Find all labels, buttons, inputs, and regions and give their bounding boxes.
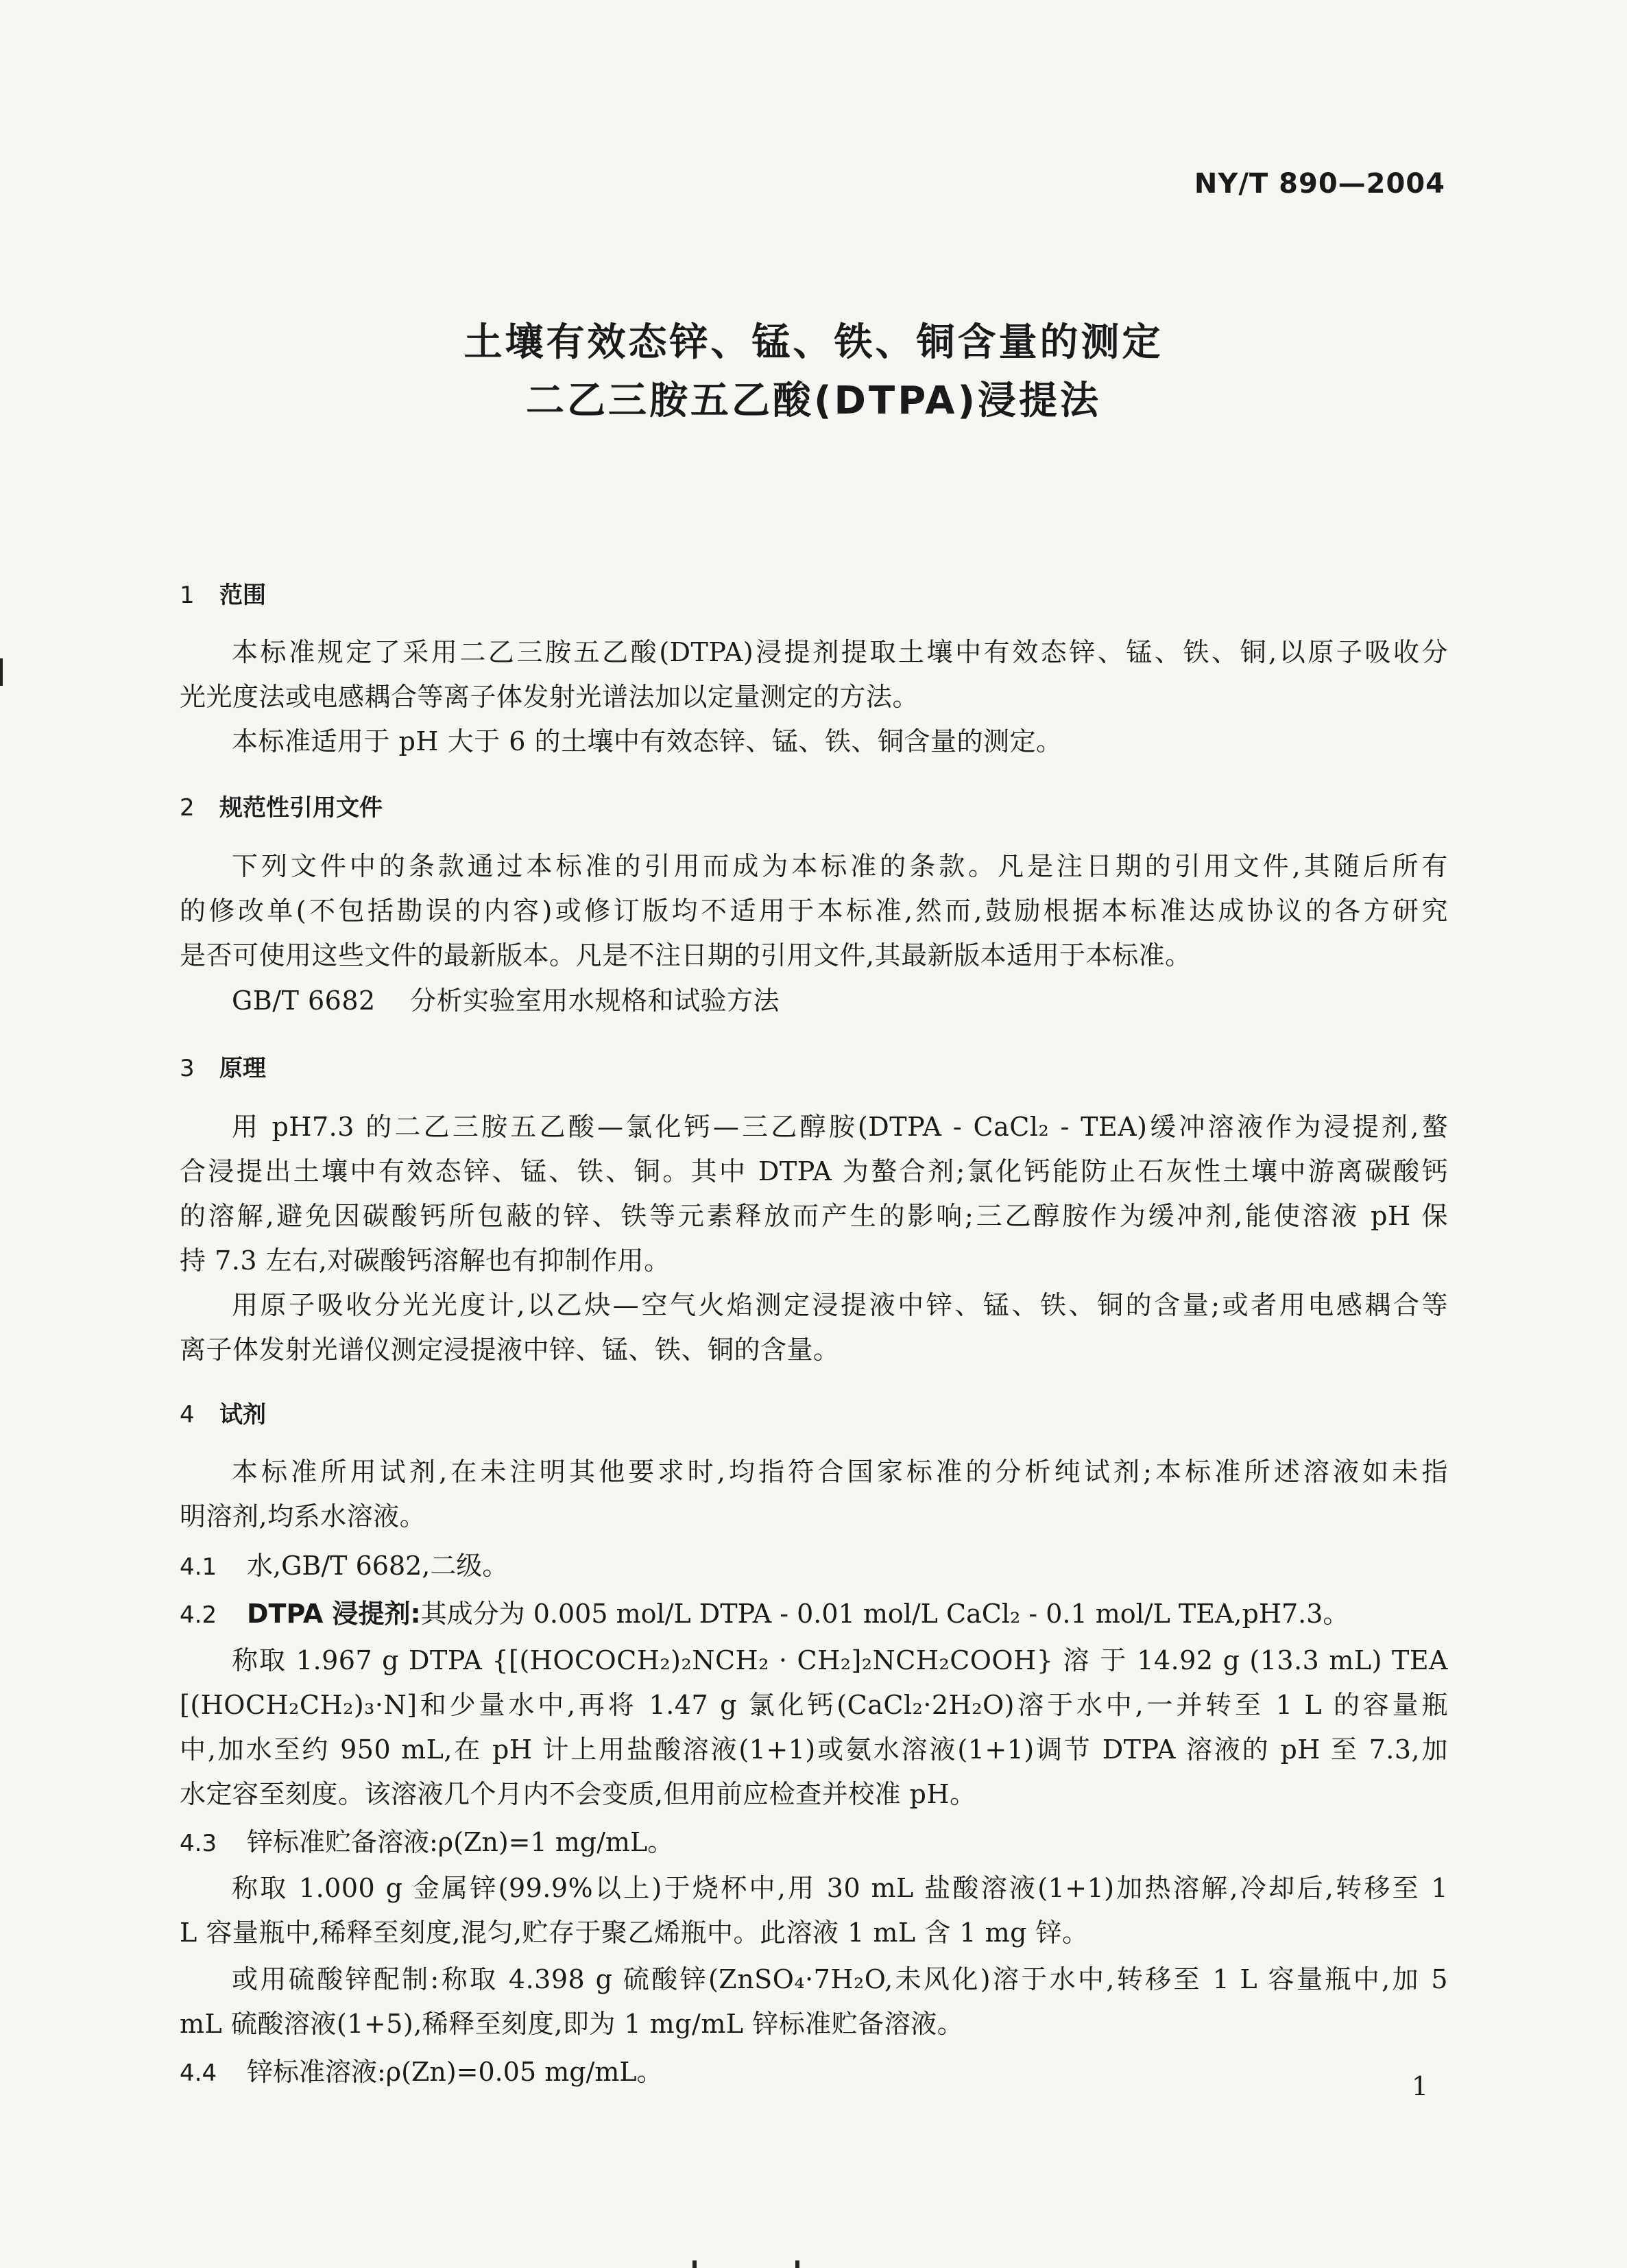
paragraph-line: 持 7.3 左右,对碳酸钙溶解也有抑制作用。	[180, 1245, 671, 1276]
paragraph-line: 合浸提出土壤中有效态锌、锰、铁、铜。其中 DTPA 为螯合剂;氯化钙能防止石灰性土壤中游离碳酸钙	[180, 1156, 1448, 1186]
section-3-heading	[180, 1049, 266, 1083]
clause-text: 锌标准溶液:ρ(Zn)=0.05 mg/mL。	[247, 2057, 663, 2087]
scan-artifact	[795, 2260, 799, 2268]
paragraph-line: 用 pH7.3 的二乙三胺五乙酸—氯化钙—三乙醇胺(DTPA - CaCl₂ - TEA)缓冲溶液作为浸提剂,螯	[232, 1112, 1448, 1142]
paragraph-line: L 容量瓶中,稀释至刻度,混匀,贮存于聚乙烯瓶中。此溶液 1 mL 含 1 mg 锌。	[180, 1918, 1089, 1948]
clause-number: 4.4	[180, 2060, 217, 2087]
clause-4-1	[180, 1544, 508, 1582]
clause-text: 水,GB/T 6682,二级。	[247, 1551, 509, 1581]
paragraph-line: 称取 1.967 g DTPA {[(HOCOCH₂)₂NCH₂ · CH₂]₂NCH₂COOH} 溶 于 14.92 g (13.3 mL) TEA	[232, 1645, 1448, 1675]
paragraph-line: 水定容至刻度。该溶液几个月内不会变质,但用前应检查并校准 pH。	[180, 1779, 976, 1809]
section-2-heading	[180, 789, 383, 822]
section-number: 4	[180, 1401, 195, 1429]
section-1-heading	[180, 576, 266, 610]
paragraph-line: 的修改单(不包括勘误的内容)或修订版均不适用于本标准,然而,鼓励根据本标准达成协议的各方研究	[180, 896, 1448, 926]
paragraph-line: 的溶解,避免因碳酸钙所包蔽的锌、铁等元素释放而产生的影响;三乙醇胺作为缓冲剂,能使溶液 pH 保	[180, 1201, 1448, 1231]
paragraph-line: 本标准规定了采用二乙三胺五乙酸(DTPA)浸提剂提取土壤中有效态锌、锰、铁、铜,以原子吸收分	[232, 637, 1448, 667]
paragraph-line: 离子体发射光谱仪测定浸提液中锌、锰、铁、铜的含量。	[180, 1335, 840, 1365]
paragraph-line: [(HOCH₂CH₂)₃·N]和少量水中,再将 1.47 g 氯化钙(CaCl₂·2H₂O)溶于水中,一并转至 1 L 的容量瓶	[180, 1690, 1448, 1720]
paragraph-line: mL 硫酸溶液(1+5),稀释至刻度,即为 1 mg/mL 锌标准贮备溶液。	[180, 2009, 964, 2039]
section-title: 原理	[219, 1055, 266, 1082]
paragraph-line: 或用硫酸锌配制:称取 4.398 g 硫酸锌(ZnSO₄·7H₂O,未风化)溶于水中,转移至 1 L 容量瓶中,加 5	[232, 1964, 1448, 1994]
section-title: 试剂	[219, 1401, 266, 1429]
clause-4-3	[180, 1821, 673, 1859]
document-title-line-2: 二乙三胺五乙酸(DTPA)浸提法	[525, 379, 1102, 423]
standard-number: NY/T 890—2004	[1194, 168, 1445, 200]
paragraph-line: 中,加水至约 950 mL,在 pH 计上用盐酸溶液(1+1)或氨水溶液(1+1)调节 DTPA 溶液的 pH 至 7.3,加	[180, 1734, 1448, 1765]
section-number: 2	[180, 794, 195, 822]
section-4-heading	[180, 1396, 266, 1429]
clause-number: 4.1	[180, 1553, 217, 1581]
clause-text: 其成分为 0.005 mol/L DTPA - 0.01 mol/L CaCl₂ - 0.1 mol/L TEA,pH7.3。	[420, 1599, 1349, 1629]
document-title-line-1: 土壤有效态锌、锰、铁、铜含量的测定	[463, 320, 1164, 365]
section-title: 规范性引用文件	[219, 794, 383, 822]
clause-4-2	[180, 1592, 1349, 1630]
clause-number: 4.2	[180, 1601, 217, 1629]
paragraph-line: 光光度法或电感耦合等离子体发射光谱法加以定量测定的方法。	[180, 682, 919, 712]
paragraph-line: 明溶剂,均系水溶液。	[180, 1501, 426, 1531]
clause-term: DTPA 浸提剂:	[247, 1599, 421, 1629]
paragraph-line: 下列文件中的条款通过本标准的引用而成为本标准的条款。凡是注日期的引用文件,其随后所有	[232, 851, 1448, 881]
scan-artifact	[692, 2260, 697, 2268]
paragraph-line: 称取 1.000 g 金属锌(99.9%以上)于烧杯中,用 30 mL 盐酸溶液(1+1)加热溶解,冷却后,转移至 1	[232, 1873, 1448, 1903]
clause-4-4	[180, 2051, 663, 2088]
section-title: 范围	[219, 582, 266, 609]
paragraph-line: 本标准所用试剂,在未注明其他要求时,均指符合国家标准的分析纯试剂;本标准所述溶液如未指	[232, 1457, 1448, 1487]
section-number: 3	[180, 1055, 195, 1082]
paragraph-line: 用原子吸收分光光度计,以乙炔—空气火焰测定浸提液中锌、锰、铁、铜的含量;或者用电感耦合等	[232, 1290, 1448, 1320]
scan-artifact	[0, 658, 3, 686]
page-number: 1	[1411, 2071, 1428, 2101]
paragraph-line: 本标准适用于 pH 大于 6 的土壤中有效态锌、锰、铁、铜含量的测定。	[232, 726, 1063, 756]
normative-reference: GB/T 6682 分析实验室用水规格和试验方法	[232, 986, 780, 1016]
clause-number: 4.3	[180, 1830, 217, 1857]
section-number: 1	[180, 582, 195, 609]
clause-text: 锌标准贮备溶液:ρ(Zn)=1 mg/mL。	[247, 1827, 674, 1857]
paragraph-line: 是否可使用这些文件的最新版本。凡是不注日期的引用文件,其最新版本适用于本标准。	[180, 940, 1192, 970]
